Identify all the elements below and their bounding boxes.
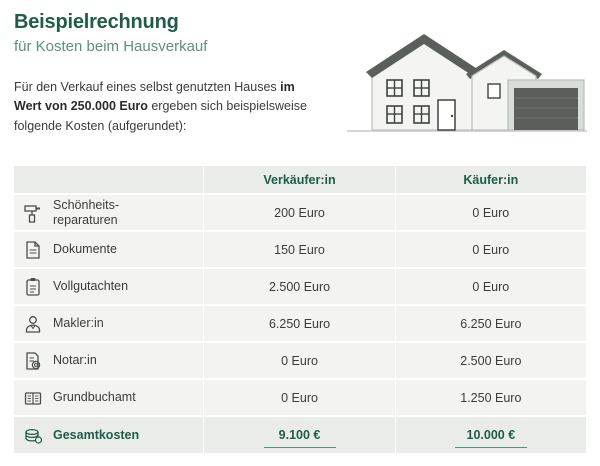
total-label-text: Gesamtkosten bbox=[53, 427, 140, 442]
row-seller-value: 200 Euro bbox=[204, 195, 394, 230]
row-label-cell bbox=[14, 269, 203, 304]
total-seller-text: 9.100 € bbox=[278, 428, 321, 442]
table-header-empty bbox=[14, 166, 203, 193]
row-label-cell bbox=[14, 195, 203, 230]
table-header-row bbox=[14, 166, 586, 193]
table-row bbox=[14, 269, 586, 304]
coins-stack-icon bbox=[22, 423, 44, 447]
total-buyer-text: 10.000 € bbox=[466, 428, 516, 442]
total-seller-value bbox=[204, 417, 394, 453]
house-with-garage-illustration bbox=[342, 22, 592, 142]
paint-roller-icon bbox=[22, 201, 44, 225]
row-seller-value: 0 Euro bbox=[204, 343, 394, 378]
row-label-cell bbox=[14, 343, 203, 378]
table-row bbox=[14, 306, 586, 341]
page-subtitle: für Kosten beim Hausverkauf bbox=[14, 38, 208, 55]
intro-paragraph bbox=[14, 78, 314, 136]
row-buyer-value: 0 Euro bbox=[396, 232, 586, 267]
document-icon bbox=[22, 238, 44, 262]
row-label-text: Grundbuchamt bbox=[53, 390, 136, 405]
table-row bbox=[14, 195, 586, 230]
intro-text-part2: ergeben sich beispielsweise folgende Kosten (aufgerundet): bbox=[14, 99, 307, 133]
row-label-text: Makler:in bbox=[53, 316, 104, 331]
table-header-buyer: Käufer:in bbox=[396, 166, 586, 193]
intro-text-part1: Für den Verkauf eines selbst genutzten Hauses bbox=[14, 80, 281, 94]
cost-table bbox=[14, 166, 586, 453]
row-label-line2: reparaturen bbox=[53, 212, 118, 227]
total-underline bbox=[264, 447, 336, 448]
row-buyer-value: 0 Euro bbox=[396, 269, 586, 304]
row-seller-value: 150 Euro bbox=[204, 232, 394, 267]
agent-person-icon bbox=[22, 312, 44, 336]
table-row bbox=[14, 343, 586, 378]
row-buyer-value: 6.250 Euro bbox=[396, 306, 586, 341]
intro-text-bold: im Wert von 250.000 Euro bbox=[14, 80, 295, 114]
total-label-cell bbox=[14, 417, 203, 453]
row-seller-value: 0 Euro bbox=[204, 380, 394, 415]
header bbox=[14, 10, 344, 56]
row-label-text bbox=[53, 198, 197, 227]
clipboard-icon bbox=[22, 275, 44, 299]
table-header-seller: Verkäufer:in bbox=[204, 166, 394, 193]
row-label-cell bbox=[14, 306, 203, 341]
row-seller-value: 2.500 Euro bbox=[204, 269, 394, 304]
row-label-text: Dokumente bbox=[53, 242, 117, 257]
total-buyer-value bbox=[396, 417, 586, 453]
row-label-line1: Schönheits- bbox=[53, 198, 120, 213]
row-label-text: Notar:in bbox=[53, 353, 97, 368]
land-register-book-icon bbox=[22, 386, 44, 410]
total-underline bbox=[455, 447, 527, 448]
row-label-text: Vollgutachten bbox=[53, 279, 129, 294]
row-seller-value: 6.250 Euro bbox=[204, 306, 394, 341]
page-title: Beispielrechnung bbox=[14, 11, 179, 33]
notary-stamp-icon bbox=[22, 349, 44, 373]
row-label-cell bbox=[14, 232, 203, 267]
row-label-cell bbox=[14, 380, 203, 415]
row-buyer-value: 1.250 Euro bbox=[396, 380, 586, 415]
row-buyer-value: 0 Euro bbox=[396, 195, 586, 230]
table-row bbox=[14, 380, 586, 415]
row-buyer-value: 2.500 Euro bbox=[396, 343, 586, 378]
table-total-row bbox=[14, 417, 586, 453]
table-row bbox=[14, 232, 586, 267]
